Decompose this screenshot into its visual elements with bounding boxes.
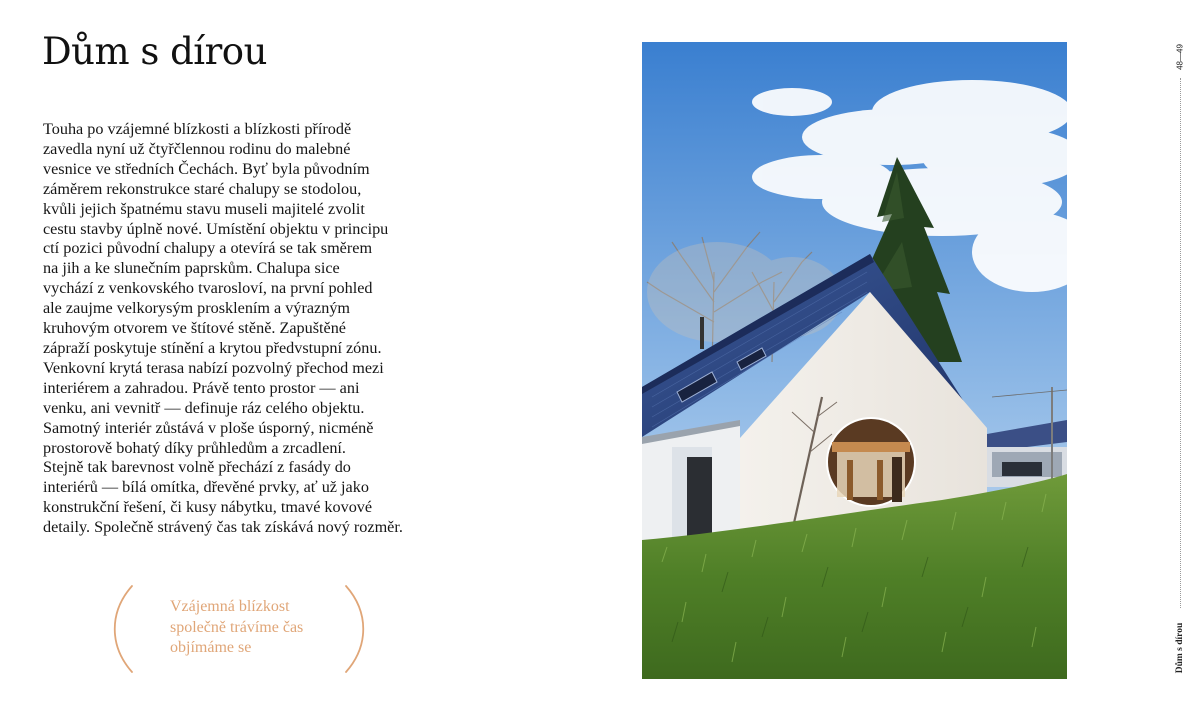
body-line: Samotný interiér zůstává v ploše úsporný, nicméně bbox=[43, 418, 374, 437]
house-illustration bbox=[642, 42, 1067, 679]
body-line: kvůli jejich špatnému stavu museli majitelé zvolit bbox=[43, 199, 365, 218]
pull-quote bbox=[112, 584, 366, 674]
article-title: Dům s dírou bbox=[42, 30, 267, 73]
body-line: Venkovní krytá terasa nabízí pozvolný přechod mezi bbox=[43, 358, 384, 377]
body-line: cestu stavby úplně nové. Umístění objektu v principu bbox=[43, 219, 389, 238]
sidebar-dotted-rule bbox=[1180, 78, 1181, 608]
body-line: Touha po vzájemné blízkosti a blízkosti přírodě bbox=[43, 120, 352, 138]
body-line: ctí pozici původní chalupy a otevírá se tak směrem bbox=[43, 239, 373, 258]
body-line: venku, ani vevnitř — definuje ráz celého objektu. bbox=[43, 398, 365, 417]
body-line: interiérem a zahradou. Právě tento prostor — ani bbox=[43, 378, 360, 397]
body-line: vesnice ve středních Čechách. Byť byla původním bbox=[43, 159, 370, 178]
body-line: zápraží poskytuje stínění a krytou předvstupní zónu. bbox=[43, 338, 382, 357]
running-title: Dům s dírou bbox=[1175, 622, 1185, 674]
body-line: Stejně tak barevnost volně přechází z fasády do bbox=[43, 458, 351, 477]
article-body bbox=[43, 120, 448, 538]
body-line: záměrem rekonstrukce staré chalupy se stodolou, bbox=[43, 179, 362, 198]
body-line: na jih a ke slunečním paprskům. Chalupa sice bbox=[43, 259, 340, 278]
body-line: konstrukční řešení, či kusy nábytku, tmavé kovové bbox=[43, 498, 373, 517]
pull-quote-line: společně trávíme čas bbox=[170, 618, 304, 636]
pull-quote-line: objímáme se bbox=[170, 639, 252, 656]
body-line: kruhovým otvorem ve štítové stěně. Zapuštěné bbox=[43, 319, 346, 338]
pull-quote-line: Vzájemná blízkost bbox=[170, 598, 290, 615]
body-line: detaily. Společně strávený čas tak získává nový rozměr. bbox=[43, 518, 403, 537]
body-line: interiérů — bílá omítka, dřevěné prvky, ať už jako bbox=[43, 478, 369, 497]
pull-quote-text bbox=[170, 597, 303, 659]
page-number: 48—49 bbox=[1175, 44, 1185, 70]
body-line: ale zaujme velkorysým prosklením a výrazným bbox=[43, 299, 351, 318]
body-line: prostorově bohatý díky průhledům a zrcadlení. bbox=[43, 438, 346, 457]
house-photo bbox=[642, 42, 1067, 679]
body-line: zavedla nyní už čtyřčlennou rodinu do malebné bbox=[43, 139, 351, 158]
body-line: vychází z venkovského tvarosloví, na první pohled bbox=[43, 279, 373, 298]
